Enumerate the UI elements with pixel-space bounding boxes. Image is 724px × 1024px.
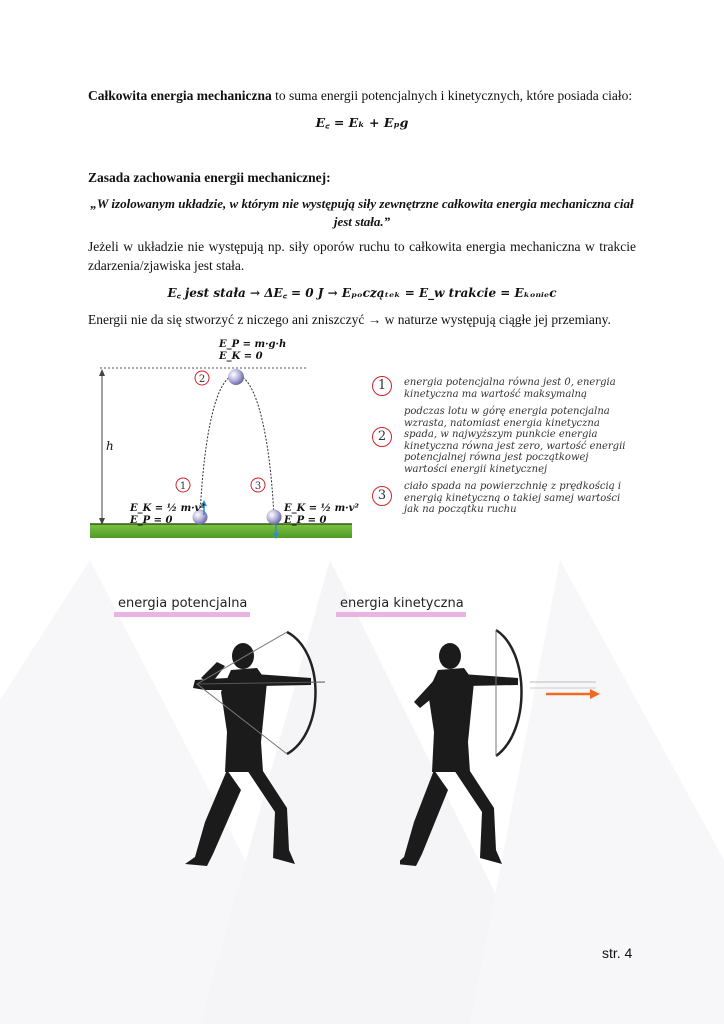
page-number: str. 4 xyxy=(602,945,633,961)
trajectory-diagram xyxy=(86,335,366,540)
label-highlight-left xyxy=(114,612,250,617)
archer-released-bow xyxy=(400,622,610,882)
equation-total-energy: E꜀ = Eₖ + Eₚg xyxy=(315,115,409,130)
height-label: h xyxy=(106,439,114,453)
archer-drawn-bow xyxy=(175,622,335,882)
legend-text-3: ciało spada na powierzchnię z prędkością i energią kinetyczną o takiej samej wartości jak na początku ruchu xyxy=(404,481,622,515)
definition-text: to suma energii potencjalnych i kinetycznych, które posiada ciało: xyxy=(271,88,633,103)
ball-top xyxy=(228,369,244,385)
section-heading: Zasada zachowania energii mechanicznej: xyxy=(88,170,331,185)
right-energy-label-2: E_P = 0 xyxy=(284,515,327,526)
right-energy-label-1: E_K = ½ m·v² xyxy=(284,503,359,514)
legend-num-2: 2 xyxy=(372,427,392,447)
left-energy-label-1: E_K = ½ m·v² xyxy=(130,503,205,514)
ball-end xyxy=(267,510,282,525)
definition-paragraph xyxy=(88,88,648,104)
legend-text-1: energia potencjalna równa jest 0, energia kinetyczna ma wartość maksymalną xyxy=(404,377,616,400)
legend-num-3: 3 xyxy=(372,486,392,506)
conservation-sentence: Energii nie da się stworzyć z niczego ani zniszczyć → w naturze występują ciągłe jej przemiany. xyxy=(88,312,611,327)
principle-quote: „W izolowanym układzie, w którym nie występują siły zewnętrzne całkowita energia mechaniczna ciał jest stała.” xyxy=(90,196,634,229)
label-highlight-right xyxy=(336,612,466,617)
left-energy-label-2: E_P = 0 xyxy=(130,515,173,526)
top-energy-label-2: E_K = 0 xyxy=(219,351,263,362)
definition-term: Całkowita energia mechaniczna xyxy=(88,88,272,103)
legend-text-2: podczas lotu w górę energia potencjalna wzrasta, natomiast energia kinetyczna spada, w najwyższym punkcie energia kinetyczna równa jest zero, wartość energii potencjalnej równa jest początkowej wartości energii kinetycznej xyxy=(404,406,626,475)
marker-2: 2 xyxy=(198,374,206,385)
archer-label-kinetic: energia kinetyczna xyxy=(340,596,464,611)
marker-3: 3 xyxy=(254,481,262,492)
archer-label-potential: energia potencjalna xyxy=(118,596,248,611)
top-energy-label-1: E_P = m·g·h xyxy=(219,339,287,350)
marker-1: 1 xyxy=(179,481,187,492)
equation-conservation: E꜀ jest stała → ΔE꜀ = 0 J → Eₚₒcząₜₑₖ = E_w trakcie = Eₖₒₙᵢₑc xyxy=(167,286,557,300)
body-paragraph: Jeżeli w układzie nie występują np. siły oporów ruchu to całkowita energia mechaniczna w trakcie zdarzenia/zjawiska jest stała. xyxy=(88,239,636,273)
legend-num-1: 1 xyxy=(372,376,392,396)
